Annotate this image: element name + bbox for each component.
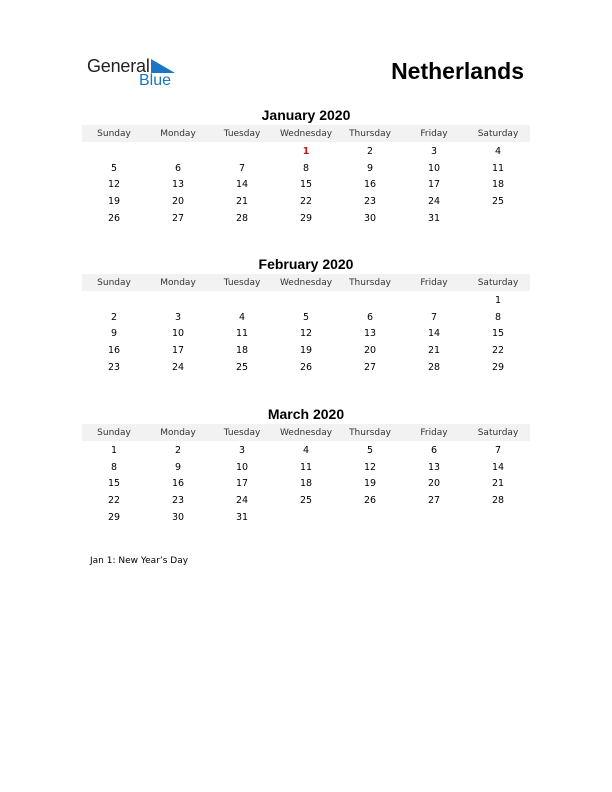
country-title: Netherlands	[391, 58, 524, 84]
day-cell: 8	[302, 162, 310, 174]
week-row	[82, 309, 530, 326]
weekday-label: Friday	[420, 427, 448, 438]
holiday-day-cell: 1	[302, 145, 310, 157]
day-cell: 10	[171, 328, 185, 340]
day-cell: 22	[491, 344, 505, 356]
weekday-label: Sunday	[97, 277, 131, 288]
day-cell: 27	[363, 361, 377, 373]
week-row	[82, 359, 530, 376]
day-cell: 4	[302, 444, 310, 456]
week-row	[82, 459, 530, 476]
day-cell: 20	[363, 344, 377, 356]
day-cell: 15	[491, 328, 505, 340]
day-cell: 11	[235, 328, 249, 340]
day-cell: 8	[494, 311, 502, 323]
month-february	[82, 255, 530, 375]
day-cell: 16	[107, 344, 121, 356]
day-cell: 4	[494, 145, 502, 157]
day-cell: 19	[107, 195, 121, 207]
day-cell: 3	[238, 444, 246, 456]
day-cell: 6	[174, 162, 182, 174]
day-cell: 27	[171, 212, 185, 224]
month-title: March 2020	[267, 406, 345, 422]
weekday-label: Thursday	[349, 128, 391, 139]
weekday-label: Friday	[420, 277, 448, 288]
weekday-label: Wednesday	[279, 277, 333, 288]
day-cell: 14	[491, 461, 505, 473]
logo-word-blue: Blue	[139, 72, 172, 89]
day-cell: 19	[299, 344, 313, 356]
day-cell: 2	[366, 145, 374, 157]
day-cell: 23	[171, 494, 185, 506]
day-cell: 28	[427, 361, 441, 373]
day-cell: 31	[235, 511, 249, 523]
logo-triangle-icon	[151, 59, 175, 73]
week-row	[82, 143, 530, 160]
day-cell: 7	[238, 162, 246, 174]
day-cell: 13	[171, 179, 185, 191]
day-cell: 18	[491, 179, 505, 191]
day-cell: 13	[363, 328, 377, 340]
day-cell: 21	[235, 195, 249, 207]
weekday-label: Thursday	[349, 277, 391, 288]
day-cell: 5	[110, 162, 118, 174]
day-cell: 23	[107, 361, 121, 373]
weekday-label: Wednesday	[279, 427, 333, 438]
day-cell: 3	[174, 311, 182, 323]
day-cell: 3	[430, 145, 438, 157]
day-cell: 5	[366, 444, 374, 456]
weekday-label: Tuesday	[223, 277, 261, 288]
weekday-label: Saturday	[477, 128, 519, 139]
day-cell: 12	[363, 461, 377, 473]
day-cell: 28	[491, 494, 505, 506]
holiday-notes	[90, 556, 188, 566]
day-cell: 25	[491, 195, 505, 207]
day-cell: 9	[174, 461, 182, 473]
day-cell: 24	[171, 361, 185, 373]
month-title: January 2020	[261, 107, 351, 123]
day-cell: 30	[363, 212, 377, 224]
week-row	[82, 492, 530, 509]
day-cell: 27	[427, 494, 441, 506]
weekday-header	[82, 424, 530, 441]
day-cell: 29	[299, 212, 313, 224]
day-cell: 26	[363, 494, 377, 506]
day-cell: 28	[235, 212, 249, 224]
day-cell: 29	[491, 361, 505, 373]
week-row	[82, 176, 530, 193]
week-row	[82, 210, 530, 227]
day-cell: 24	[427, 195, 441, 207]
weekday-label: Monday	[160, 128, 196, 139]
day-cell: 11	[299, 461, 313, 473]
day-cell: 21	[427, 344, 441, 356]
day-cell: 4	[238, 311, 246, 323]
logo-word-general: General	[87, 56, 150, 76]
day-cell: 2	[110, 311, 118, 323]
day-cell: 22	[299, 195, 313, 207]
day-cell: 21	[491, 478, 505, 490]
day-cell: 1	[110, 444, 118, 456]
day-cell: 6	[430, 444, 438, 456]
day-cell: 14	[235, 179, 249, 191]
weekday-label: Monday	[160, 427, 196, 438]
day-cell: 5	[302, 311, 310, 323]
day-cell: 9	[110, 328, 118, 340]
week-row	[82, 325, 530, 342]
day-cell: 9	[366, 162, 374, 174]
day-cell: 23	[363, 195, 377, 207]
day-cell: 7	[430, 311, 438, 323]
week-row	[82, 160, 530, 177]
day-cell: 20	[427, 478, 441, 490]
day-cell: 12	[299, 328, 313, 340]
week-row	[82, 442, 530, 459]
week-row	[82, 342, 530, 359]
month-title: February 2020	[258, 256, 354, 272]
month-march	[82, 405, 530, 525]
day-cell: 25	[235, 361, 249, 373]
day-cell: 18	[235, 344, 249, 356]
week-row	[82, 292, 530, 309]
day-cell: 10	[427, 162, 441, 174]
weekday-label: Friday	[420, 128, 448, 139]
day-cell: 16	[171, 478, 185, 490]
day-cell: 25	[299, 494, 313, 506]
weekday-label: Saturday	[477, 427, 519, 438]
weekday-label: Thursday	[349, 427, 391, 438]
day-cell: 17	[171, 344, 185, 356]
day-cell: 30	[171, 511, 185, 523]
weekday-header	[82, 274, 530, 291]
weekday-label: Wednesday	[279, 128, 333, 139]
day-cell: 16	[363, 179, 377, 191]
generalblue-logo	[87, 56, 187, 92]
day-cell: 10	[235, 461, 249, 473]
day-cell: 15	[107, 478, 121, 490]
day-cell: 31	[427, 212, 441, 224]
day-cell: 20	[171, 195, 185, 207]
week-row	[82, 509, 530, 526]
day-cell: 19	[363, 478, 377, 490]
weekday-label: Monday	[160, 277, 196, 288]
day-cell: 29	[107, 511, 121, 523]
day-cell: 8	[110, 461, 118, 473]
day-cell: 17	[235, 478, 249, 490]
weekday-header	[82, 125, 530, 142]
holiday-note: Jan 1: New Year’s Day	[90, 556, 189, 566]
weekday-label: Tuesday	[223, 427, 261, 438]
weekday-label: Sunday	[97, 128, 131, 139]
week-row	[82, 193, 530, 210]
day-cell: 18	[299, 478, 313, 490]
day-cell: 13	[427, 461, 441, 473]
day-cell: 26	[299, 361, 313, 373]
day-cell: 7	[494, 444, 502, 456]
month-january	[82, 106, 530, 226]
day-cell: 11	[491, 162, 505, 174]
day-cell: 14	[427, 328, 441, 340]
weekday-label: Saturday	[477, 277, 519, 288]
day-cell: 12	[107, 179, 121, 191]
day-cell: 26	[107, 212, 121, 224]
day-cell: 1	[494, 294, 502, 306]
day-cell: 22	[107, 494, 121, 506]
weekday-label: Tuesday	[223, 128, 261, 139]
day-cell: 6	[366, 311, 374, 323]
weekday-label: Sunday	[97, 427, 131, 438]
day-cell: 15	[299, 179, 313, 191]
day-cell: 17	[427, 179, 441, 191]
day-cell: 2	[174, 444, 182, 456]
day-cell: 24	[235, 494, 249, 506]
week-row	[82, 475, 530, 492]
